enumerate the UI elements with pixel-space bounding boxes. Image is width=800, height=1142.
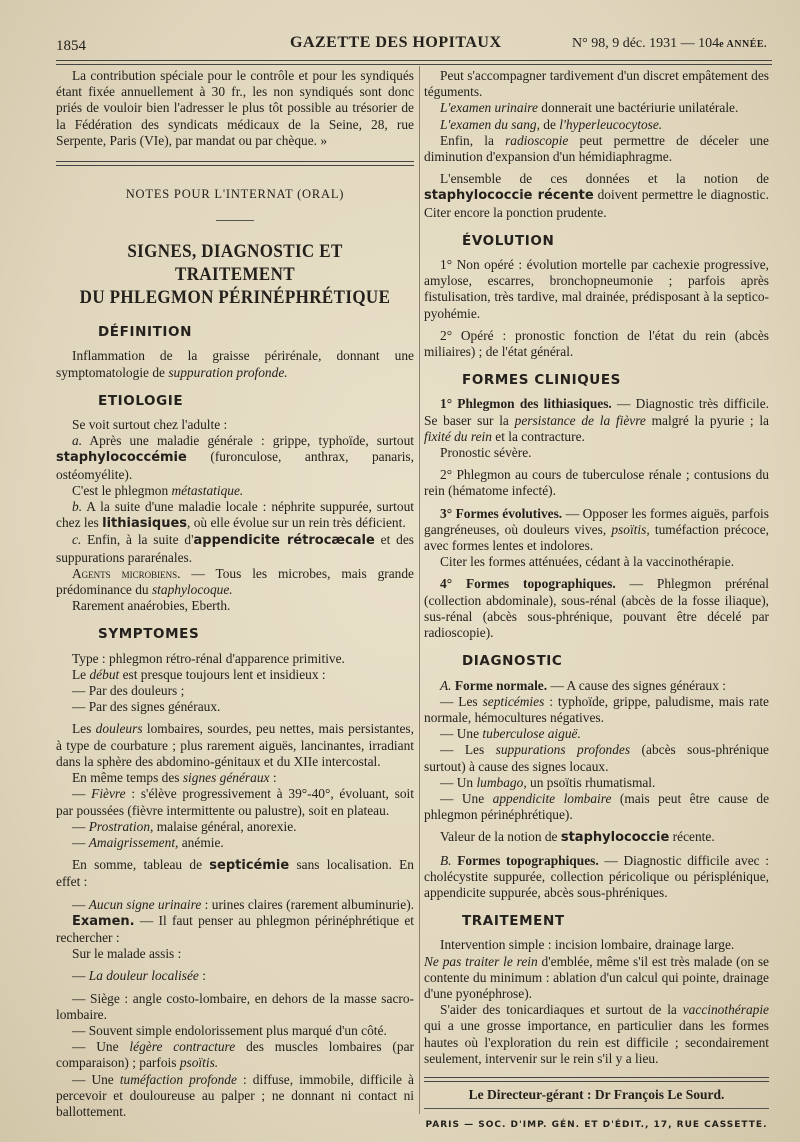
- intro-paragraph: La contribution spéciale pour le contrôle et pour les syndiqués étant fixée annuellement à 30 fr., les non syndiqués sont donc priés de vouloir bien l'adresser le plus tôt possible au trésorier de la Fédération des syndicats médicaux de la Seine, 28, rue Serpente, Paris (VIe), par mandat ou par chèque. »: [56, 68, 414, 148]
- diagnostic-a: A. Forme normale. — A cause des signes généraux :: [440, 677, 726, 693]
- symptomes-aucun: — Aucun signe urinaire : urines claires (rarement albuminurie).: [72, 896, 415, 912]
- definition-text: Inflammation de la graisse périrénale, donnant une symptomatologie de suppuration profonde.: [56, 348, 414, 380]
- diagnostic-valeur: Valeur de la notion de staphylococcie récente.: [440, 829, 715, 846]
- right-p1: Peut s'accompagner tardivement d'un discret empâtement des téguments.: [424, 68, 769, 100]
- left-column: [56, 68, 414, 1120]
- symptomes-generaux: En même temps des signes généraux :: [72, 770, 277, 786]
- etiologie-b: b. A la suite d'une maladie locale : néphrite suppurée, surtout chez les lithiasiques, où elle évolue sur un rein très déficient.: [56, 499, 414, 532]
- issue-info: [572, 36, 767, 52]
- examen-douleur-localisee: — La douleur localisée :: [72, 968, 206, 984]
- evolution-p2: 2° Opéré : pronostic fonction de l'état du rein (abcès miliaires) ; de l'état général.: [424, 327, 769, 360]
- symptomes-amaigrissement: — Amaigrissement, anémie.: [72, 834, 224, 850]
- right-column: [424, 68, 769, 1133]
- examen: Examen. — Il faut penser au phlegmon périnéphrétique et rechercher :: [56, 912, 414, 945]
- issue-year-suffix: e ANNÉE.: [719, 39, 768, 50]
- heading-symptomes: SYMPTOMES: [98, 626, 200, 643]
- header-rule: [56, 60, 772, 65]
- symptomes-somme: En somme, tableau de septicémie sans localisation. En effet :: [56, 857, 414, 890]
- symptomes-li2: — Par des signes généraux.: [72, 699, 221, 715]
- symptomes-douleurs: Les douleurs lombaires, sourdes, peu nettes, mais persistantes, à type de courbature ; plus rarement aiguës, lancinantes, irradiant dans la sphère des abdomino-génitaux et du XIIe intercostal.: [56, 721, 414, 769]
- formes-f1-pronostic: Pronostic sévère.: [440, 445, 532, 461]
- formes-f1: 1° Phlegmon des lithiasiques. — Diagnostic très difficile. Se baser sur la persistance de la fièvre malgré la pyurie ; la fixité du rein et la contracture.: [424, 396, 769, 444]
- symptomes-fievre: — Fièvre : s'élève progressivement à 39°-40°, évoluant, soit par poussées (fièvre intermittente ou palustre), soit en plateau.: [56, 786, 414, 818]
- symptomes-type: Type : phlegmon rétro-rénal d'apparence primitive.: [72, 650, 345, 666]
- right-p3: L'examen du sang, de l'hyperleucocytose.: [440, 116, 663, 132]
- etiologie-a-follow: C'est le phlegmon métastatique.: [72, 482, 244, 498]
- heading-etiologie: ETIOLOGIE: [98, 392, 184, 409]
- etiologie-c: c. Enfin, à la suite d'appendicite rétrocæcale et des suppurations pararénales.: [56, 532, 414, 565]
- article-title-line2: DU PHLEGMON PÉRINÉPHRÉTIQUE: [79, 288, 391, 309]
- heading-diagnostic: DIAGNOSTIC: [462, 653, 563, 670]
- symptomes-li1: — Par des douleurs ;: [72, 683, 185, 699]
- short-rule: [216, 220, 254, 221]
- heading-formes-cliniques: FORMES CLINIQUES: [462, 372, 622, 389]
- right-p5: L'ensemble de ces données et la notion de staphylococcie récente doivent permettre le diagnostic. Citer encore la ponction prudente.: [424, 171, 769, 220]
- formes-f4: 4° Formes topographiques. — Phlegmon prérénal (collection abdominale), sous-rénal (abcès de la fosse iliaque), sus-rénal (abcès sous-phrénique, pouvant être décelé par radioscopie).: [424, 576, 769, 641]
- formes-f2: 2° Phlegmon au cours de tuberculose rénale ; contusions du rein (hématome infecté).: [424, 467, 769, 499]
- notes-heading: NOTES POUR L'INTERNAT (ORAL): [125, 187, 345, 202]
- page-header: [0, 30, 800, 56]
- diagnostic-s5: — Une appendicite lombaire (mais peut être cause de phlegmon périnéphrétique).: [424, 790, 770, 823]
- footer-rule-top: [424, 1077, 769, 1082]
- article-title: [70, 241, 399, 310]
- page-number: 1854: [56, 38, 86, 54]
- etiologie-intro: Se voit surtout chez l'adulte :: [72, 417, 228, 433]
- director-line: Le Directeur-gérant : Dr François Le Sourd.: [468, 1086, 725, 1102]
- traitement-p1: Intervention simple : incision lombaire, drainage large.: [440, 937, 735, 953]
- examen-contracture: — Une légère contracture des muscles lombaires (par comparaison) ; parfois psoïtis.: [56, 1039, 414, 1071]
- etiologie-a: a. Après une maladie générale : grippe, typhoïde, surtout staphylococcémie (furonculose, anthrax, panaris, ostéomyélite).: [56, 433, 414, 482]
- traitement-p3: S'aider des tonicardiaques et surtout de la vaccinothérapie qui a une grosse importance, en particulier dans les formes hautes où l'exploration du rein est difficile ; secondairement seulement, intervenir sur le rein s'il y a lieu.: [424, 1002, 769, 1066]
- diagnostic-s1: — Les septicémies : typhoïde, grippe, paludisme, mais rate normale, hémocultures négatives.: [424, 693, 769, 725]
- heading-evolution: ÉVOLUTION: [462, 232, 555, 249]
- formes-f3: 3° Formes évolutives. — Opposer les formes aiguës, parfois gangréneuses, où douleurs vives, psoïtis, tuméfaction précoce, avec formes lentes et indolores.: [424, 505, 769, 554]
- section-separator: [56, 161, 414, 166]
- symptomes-prostration: — Prostration, malaise général, anorexie.: [72, 818, 297, 834]
- examen-tumefaction: — Une tuméfaction profonde : diffuse, immobile, difficile à percevoir et douloureuse au palper ; ne donnant ni contact ni ballottement.: [56, 1071, 414, 1119]
- heading-definition: DÉFINITION: [98, 324, 193, 341]
- printer-line: PARIS — SOC. D'IMP. GÉN. ET D'ÉDIT., 17, RUE CASSETTE.: [425, 1120, 768, 1131]
- etiologie-rare: Rarement anaérobies, Eberth.: [72, 598, 231, 614]
- issue-number-date: N° 98, 9 déc. 1931 — 104: [572, 36, 720, 51]
- examen-souvent: — Souvent simple endolorissement plus marqué d'un côté.: [72, 1022, 387, 1038]
- diagnostic-s4: — Un lumbago, un psoïtis rhumatismal.: [440, 774, 656, 790]
- formes-f3-citer: Citer les formes atténuées, cédant à la vaccinothérapie.: [440, 554, 735, 570]
- column-divider: [419, 66, 420, 1114]
- diagnostic-s3: — Les suppurations profondes (abcès sous-phrénique surtout) à cause des signes locaux.: [424, 742, 769, 774]
- diagnostic-s2: — Une tuberculose aiguë.: [440, 726, 581, 742]
- diagnostic-b: B. Formes topographiques. — Diagnostic difficile avec : cholécystite suppurée, collection péricolique ou périsplénique, appendicite suppurée, abcès sous-phréniques.: [424, 852, 769, 900]
- footer-rule-bottom: [424, 1108, 769, 1109]
- evolution-p1: 1° Non opéré : évolution mortelle par cachexie progressive, amylose, escarres, bronchopneumonie ; parfois après fistulisation, très tardive, mal drainée, prédisposant à la septico-pyohémie.: [424, 257, 769, 321]
- article-title-line1: SIGNES, DIAGNOSTIC ET TRAITEMENT: [127, 242, 343, 286]
- journal-title: GAZETTE DES HOPITAUX: [290, 34, 502, 51]
- examen-siege: — Siège : angle costo-lombaire, en dehors de la masse sacro-lombaire.: [56, 990, 414, 1022]
- examen-assis: Sur le malade assis :: [72, 946, 182, 962]
- traitement-p2: Ne pas traiter le rein d'emblée, même s'il est très malade (on se contente du minimum : ablation d'un calcul qui pointe, drainage d'une pyonéphrose).: [424, 953, 769, 1001]
- right-p4: Enfin, la radioscopie peut permettre de déceler une diminution d'expansion d'un hémidiaphragme.: [424, 132, 769, 165]
- heading-traitement: TRAITEMENT: [462, 913, 565, 930]
- etiologie-agents: Agents microbiens. — Tous les microbes, mais grande prédominance du staphylocoque.: [56, 565, 415, 598]
- symptomes-debut: Le début est presque toujours lent et insidieux :: [72, 666, 326, 682]
- right-p2: L'examen urinaire donnerait une bactériurie unilatérale.: [440, 100, 739, 116]
